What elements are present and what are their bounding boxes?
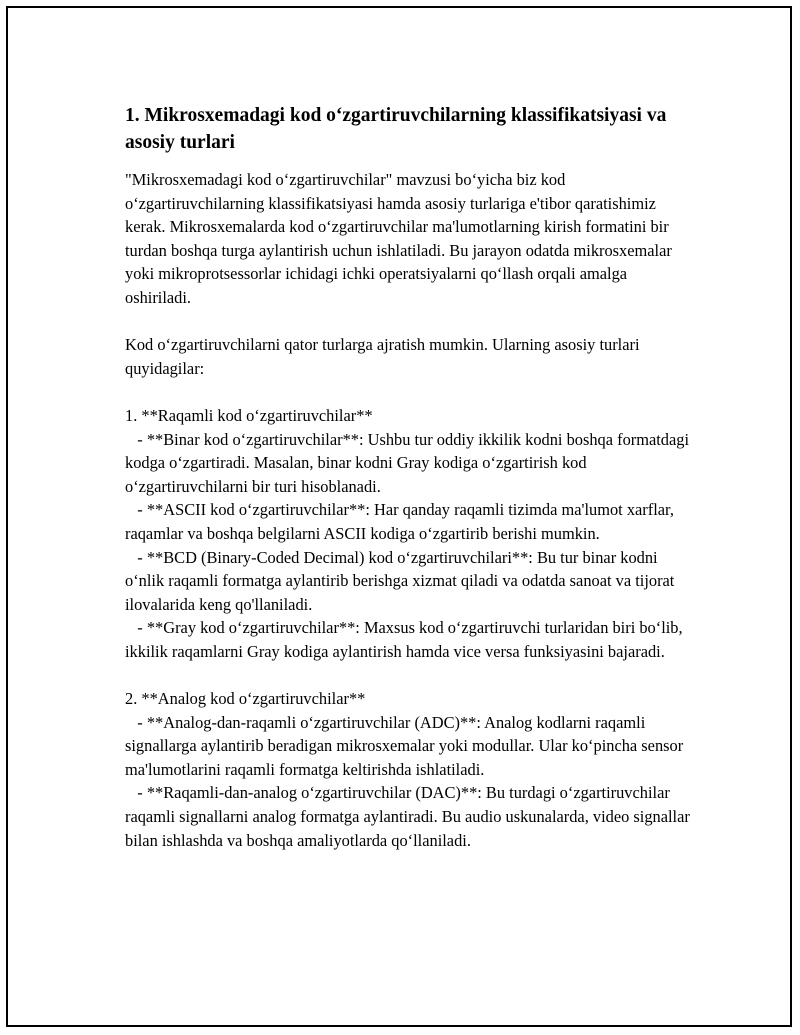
document-content xyxy=(125,102,695,852)
document-page xyxy=(6,6,792,1027)
intro-paragraph: "Mikrosxemadagi kod o‘zgartiruvchilar" mavzusi bo‘yicha biz kod o‘zgartiruvchilarning klassifikatsiyasi hamda asosiy turlariga e'tibor qaratishimiz kerak. Mikrosxemalarda kod o‘zgartiruvchilar ma'lumotlarning kirish formatini bir turdan boshqa turga aylantirish uchun ishlatiladi. Bu jarayon odatda mikrosxemalar yoki mikroprotsessorlar ichidagi ichki operatsiyalarni qo‘llash orqali amalga oshiriladi. xyxy=(125,170,676,307)
section-heading: 1. Mikrosxemadagi kod o‘zgartiruvchilarning klassifikatsiyasi va asosiy turlari xyxy=(125,105,667,153)
classification-paragraph: Kod o‘zgartiruvchilarni qator turlarga ajratish mumkin. Ularning asosiy turlari quyidagilar: xyxy=(125,335,644,378)
analog-converters-list: 2. **Analog kod o‘zgartiruvchilar** - **Analog-dan-raqamli o‘zgartiruvchilar (ADC)**: Analog kodlarni raqamli signallarga aylantirib beradigan mikrosxemalar yoki modullar. Ular ko‘pincha sensor ma'lumotlarini raqamli formatga keltirishda ishlatiladi. - **Raqamli-dan-analog o‘zgartiruvchilar (DAC)**: Bu turdagi o‘zgartiruvchilar raqamli signallarni analog formatga aylantiradi. Bu audio uskunalarda, video signallar bilan ishlashda va boshqa amaliyotlarda qo‘llaniladi. xyxy=(125,689,690,850)
digital-converters-list: 1. **Raqamli kod o‘zgartiruvchilar** - **Binar kod o‘zgartiruvchilar**: Ushbu tur oddiy ikkilik kodni boshqa formatdagi kodga o‘zgartiradi. Masalan, binar kodni Gray kodiga o‘zgartirish kod o‘zgartiruvchilarni bir turi hisoblanadi. - **ASCII kod o‘zgartiruvchilar**: Har qanday raqamli tizimda ma'lumot xarflar, raqamlar va boshqa belgilarni ASCII kodiga o‘zgartirib berishi mumkin. - **BCD (Binary-Coded Decimal) kod o‘zgartiruvchilari**: Bu tur binar kodni o‘nlik raqamli formatga aylantirib berishga xizmat qiladi va odatda sanoat va tijorat ilovalarida keng qo'llaniladi. - **Gray kod o‘zgartiruvchilar**: Maxsus kod o‘zgartiruvchi turlaridan biri bo‘lib, ikkilik raqamlarni Gray kodiga aylantirish hamda vice versa funksiyasini bajaradi. xyxy=(125,405,690,661)
